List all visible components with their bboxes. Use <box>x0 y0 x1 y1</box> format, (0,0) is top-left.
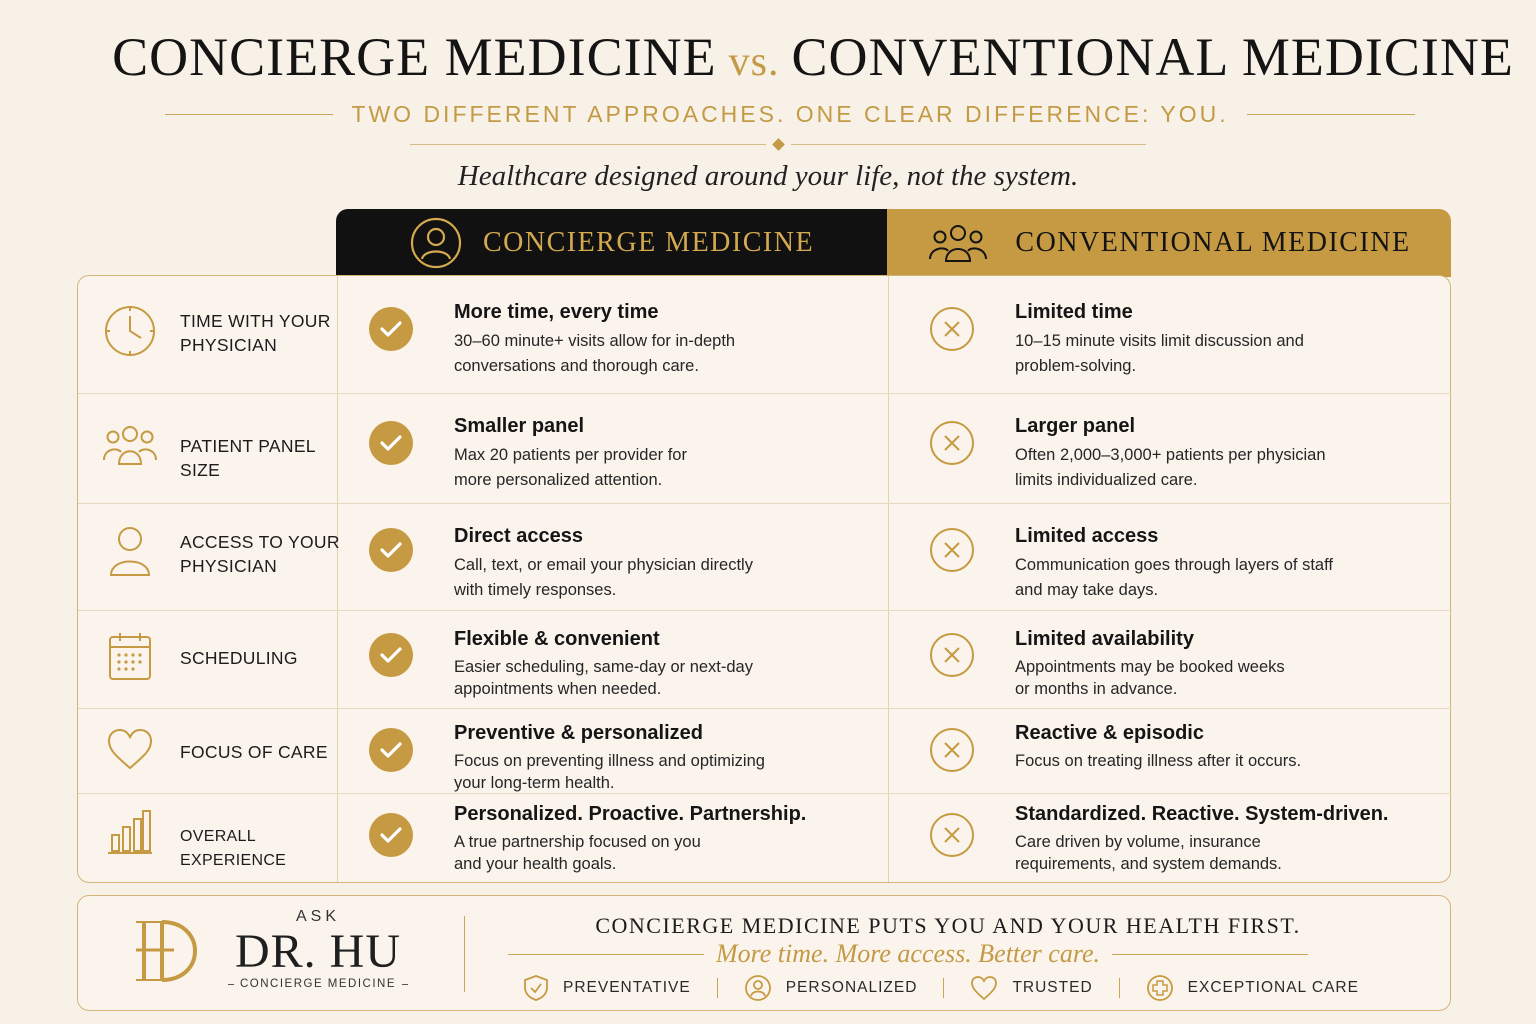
conventional-description: Often 2,000–3,000+ patients per physician limits individualized care. <box>1015 446 1326 489</box>
concierge-cell <box>454 628 894 700</box>
conventional-heading: Reactive & episodic <box>1015 722 1204 744</box>
divider-line <box>165 114 333 115</box>
category-label: ACCESS TO YOUR PHYSICIAN <box>180 532 340 576</box>
person-circle-icon <box>409 216 463 270</box>
subtitle: TWO DIFFERENT APPROACHES. ONE CLEAR DIFFERENCE: YOU. <box>351 100 1229 127</box>
medical-cross-icon <box>1146 974 1174 1002</box>
divider-line <box>1247 114 1415 115</box>
footer-banner <box>77 895 1451 1011</box>
conventional-heading: Limited access <box>1015 525 1159 547</box>
conventional-cell <box>1015 803 1435 875</box>
column-header-concierge <box>336 209 887 277</box>
concierge-description: Easier scheduling, same-day or next-day appointments when needed. <box>454 658 753 698</box>
title-vs: vs. <box>728 39 780 85</box>
conventional-cell <box>1015 415 1435 493</box>
table-row <box>78 276 1452 393</box>
concierge-description: 30–60 minute+ visits allow for in-depth conversations and thorough care. <box>454 332 736 375</box>
diamond-icon <box>772 138 785 151</box>
badge-label: EXCEPTIONAL CARE <box>1187 979 1359 996</box>
person-circle-icon <box>744 974 772 1002</box>
category-label: FOCUS OF CARE <box>180 742 328 762</box>
concierge-heading: Flexible & convenient <box>454 628 660 650</box>
x-icon <box>930 633 974 677</box>
divider-line <box>508 954 704 955</box>
badge-preventative <box>523 974 691 1002</box>
calendar-icon <box>102 631 158 681</box>
check-icon <box>369 307 413 351</box>
concierge-heading: Preventive & personalized <box>454 722 703 744</box>
tagline: Healthcare designed around your life, not the system. <box>457 160 1079 192</box>
divider-line <box>228 984 234 985</box>
check-icon <box>369 421 413 465</box>
concierge-cell <box>454 525 894 603</box>
column-header-conventional <box>887 209 1451 277</box>
badge-exceptional-care <box>1146 974 1359 1002</box>
conventional-description: 10–15 minute visits limit discussion and problem-solving. <box>1015 332 1304 375</box>
column-label-concierge: CONCIERGE MEDICINE <box>482 227 815 258</box>
x-icon <box>930 813 974 857</box>
clock-icon <box>102 302 158 358</box>
group-icon <box>102 422 158 468</box>
badge-row <box>523 974 1359 1002</box>
badge-personalized <box>744 974 918 1002</box>
concierge-heading: Smaller panel <box>454 415 585 437</box>
person-icon <box>102 525 158 579</box>
concierge-cell <box>454 415 894 493</box>
diamond-divider <box>410 136 1146 152</box>
badge-separator <box>717 978 718 998</box>
x-icon <box>930 528 974 572</box>
shield-check-icon <box>523 974 549 1002</box>
badge-label: TRUSTED <box>1012 979 1093 996</box>
column-label-conventional: CONVENTIONAL MEDICINE <box>1015 227 1411 258</box>
concierge-description: Max 20 patients per provider for more personalized attention. <box>454 446 687 489</box>
logo-ask: ASK <box>295 908 340 925</box>
footer-headline: CONCIERGE MEDICINE PUTS YOU AND YOUR HEALTH FIRST. <box>595 913 1301 938</box>
conventional-heading: Limited time <box>1015 301 1133 323</box>
category-label: OVERALL EXPERIENCE <box>180 828 287 869</box>
check-icon <box>369 728 413 772</box>
concierge-description: Focus on preventing illness and optimizing your long-term health. <box>454 752 765 792</box>
category-label: TIME WITH YOUR PHYSICIAN <box>180 311 331 355</box>
heart-icon <box>970 975 998 1001</box>
concierge-heading: More time, every time <box>454 301 659 323</box>
conventional-description: Appointments may be booked weeks or months in advance. <box>1015 658 1285 698</box>
logo-subtitle: CONCIERGE MEDICINE <box>239 978 397 990</box>
check-icon <box>369 633 413 677</box>
divider-line <box>791 144 1147 145</box>
footer-italic-row <box>508 939 1308 969</box>
concierge-cell <box>454 722 894 794</box>
table-row <box>78 708 1452 793</box>
heart-icon <box>102 728 158 772</box>
hd-monogram-logo-icon <box>134 916 206 993</box>
concierge-heading: Direct access <box>454 525 583 547</box>
table-row <box>78 393 1452 503</box>
subtitle-row <box>165 98 1415 130</box>
comparison-table <box>77 275 1451 883</box>
table-row <box>78 793 1452 884</box>
x-icon <box>930 728 974 772</box>
footer-divider <box>464 916 465 992</box>
divider-line <box>1112 954 1308 955</box>
badge-separator <box>1119 978 1120 998</box>
conventional-cell <box>1015 301 1435 379</box>
divider-line <box>410 144 766 145</box>
badge-label: PREVENTATIVE <box>563 979 691 996</box>
logo-subtitle-row <box>228 978 408 990</box>
badge-trusted <box>970 975 1092 1001</box>
conventional-cell <box>1015 525 1435 603</box>
x-icon <box>930 307 974 351</box>
conventional-cell <box>1015 628 1435 700</box>
conventional-heading: Standardized. Reactive. System-driven. <box>1015 803 1389 825</box>
divider-line <box>402 984 408 985</box>
conventional-description: Focus on treating illness after it occurs. <box>1015 752 1302 770</box>
group-icon <box>927 221 989 265</box>
category-label: PATIENT PANEL SIZE <box>180 436 316 480</box>
check-icon <box>369 813 413 857</box>
title-left: CONCIERGE MEDICINE <box>112 27 717 87</box>
concierge-description: A true partnership focused on you and your health goals. <box>454 833 701 873</box>
category-label: SCHEDULING <box>180 648 298 668</box>
page-title <box>0 26 1536 88</box>
table-row <box>78 503 1452 610</box>
title-right: CONVENTIONAL MEDICINE <box>791 27 1514 87</box>
logo-name: DR. HU <box>234 925 401 978</box>
bar-chart-icon <box>102 809 158 855</box>
conventional-description: Communication goes through layers of staff and may take days. <box>1015 556 1333 599</box>
concierge-cell <box>454 803 894 875</box>
concierge-description: Call, text, or email your physician directly with timely responses. <box>454 556 753 599</box>
concierge-cell <box>454 301 894 379</box>
check-icon <box>369 528 413 572</box>
x-icon <box>930 421 974 465</box>
table-row <box>78 610 1452 708</box>
conventional-heading: Larger panel <box>1015 415 1136 437</box>
conventional-cell <box>1015 722 1435 772</box>
conventional-description: Care driven by volume, insurance requirements, and system demands. <box>1015 833 1282 873</box>
badge-separator <box>943 978 944 998</box>
badge-label: PERSONALIZED <box>785 979 918 996</box>
footer-italic: More time. More access. Better care. <box>715 939 1101 968</box>
concierge-heading: Personalized. Proactive. Partnership. <box>454 803 807 825</box>
conventional-heading: Limited availability <box>1015 628 1194 650</box>
